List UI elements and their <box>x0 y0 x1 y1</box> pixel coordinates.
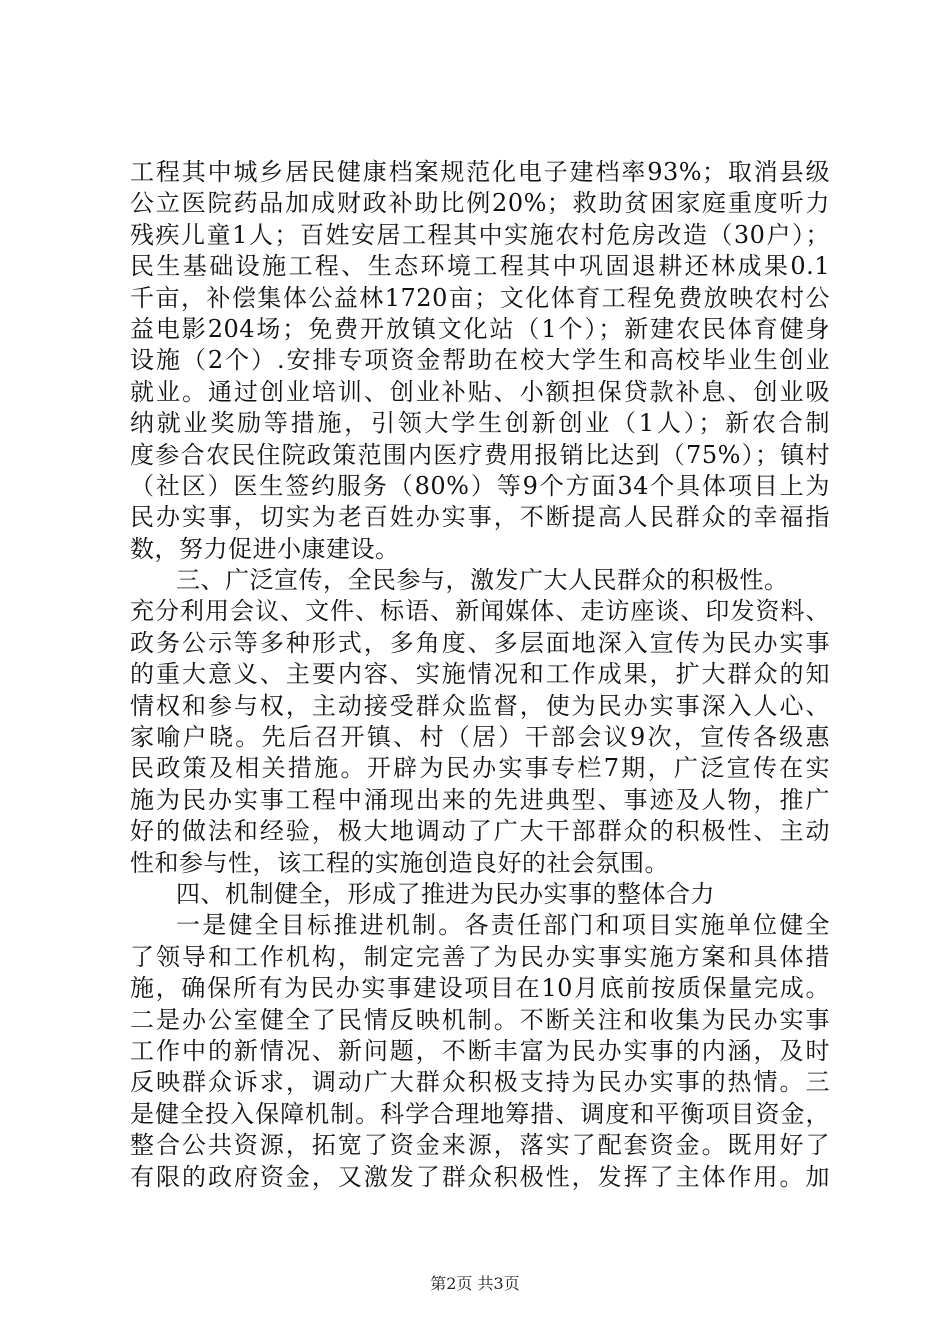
text-line: 数，努力促进小康建设。 <box>130 534 400 563</box>
text-line: 好的做法和经验，极大地调动了广大干部群众的积极性、主动 <box>130 817 830 846</box>
text-line: 就业。通过创业培训、创业补贴、小额担保贷款补息、创业吸 <box>130 377 830 406</box>
text-line: 民办实事，切实为老百姓办实事，不断提高人民群众的幸福指 <box>130 503 830 532</box>
text-line: 工程其中城乡居民健康档案规范化电子建档率93%；取消县级 <box>130 158 830 186</box>
page-number-label: 第2页 共3页 <box>430 1274 520 1293</box>
text-line: 民政策及相关措施。开辟为民办实事专栏7期，广泛宣传在实 <box>130 754 830 783</box>
text-line: 纳就业奖励等措施，引领大学生创新创业（1人）；新农合制 <box>130 409 830 438</box>
text-line: 性和参与性，该工程的实施创造良好的社会氛围。 <box>130 848 669 877</box>
text-line: 一是健全目标推进机制。各责任部门和项目实施单位健全 <box>176 911 830 940</box>
text-line: 公立医院药品加成财政补助比例20%；救助贫困家庭重度听力 <box>130 189 830 218</box>
text-line: 工作中的新情况、新问题，不断丰富为民办实事的内涵，及时 <box>130 1036 830 1065</box>
text-line: 千亩，补偿集体公益林1720亩；文化体育工程免费放映农村公 <box>130 283 830 312</box>
text-line: 施，确保所有为民办实事建设项目在10月底前按质保量完成。 <box>130 974 830 1003</box>
section-heading-4: 四、机制健全，形成了推进为民办实事的整体合力 <box>176 879 715 908</box>
document-body <box>130 157 830 1193</box>
section-heading-3: 三、广泛宣传，全民参与，激发广大人民群众的积极性。 <box>176 566 789 595</box>
page-footer <box>0 1274 950 1294</box>
text-line: （社区）医生签约服务（80%）等9个方面34个具体项目上为 <box>130 471 830 500</box>
text-line: 的重大意义、主要内容、实施情况和工作成果，扩大群众的知 <box>130 660 830 689</box>
text-line: 益电影204场；免费开放镇文化站（1个）；新建农民体育健身 <box>130 314 830 343</box>
text-line: 了领导和工作机构，制定完善了为民办实事实施方案和具体措 <box>130 942 830 971</box>
text-line: 民生基础设施工程、生态环境工程其中巩固退耕还林成果0.1 <box>130 252 830 281</box>
text-line: 家喻户晓。先后召开镇、村（居）干部会议9次，宣传各级惠 <box>130 723 830 752</box>
text-line: 反映群众诉求，调动广大群众积极支持为民办实事的热情。三 <box>130 1068 830 1097</box>
text-line: 情权和参与权，主动接受群众监督，使为民办实事深入人心、 <box>130 691 830 720</box>
text-line: 有限的政府资金，又激发了群众积极性，发挥了主体作用。加 <box>130 1162 830 1191</box>
text-line: 是健全投入保障机制。科学合理地筹措、调度和平衡项目资金， <box>130 1099 830 1128</box>
text-line: 二是办公室健全了民情反映机制。不断关注和收集为民办实事 <box>130 1005 830 1034</box>
text-line: 政务公示等多种形式，多角度、多层面地深入宣传为民办实事 <box>130 628 830 657</box>
text-line: 施为民办实事工程中涌现出来的先进典型、事迹及人物，推广 <box>130 785 830 814</box>
text-line: 整合公共资源，拓宽了资金来源，落实了配套资金。既用好了 <box>130 1131 830 1160</box>
text-line: 充分利用会议、文件、标语、新闻媒体、走访座谈、印发资料、 <box>130 597 830 626</box>
text-line: 度参合农民住院政策范围内医疗费用报销比达到（75%）；镇村 <box>130 440 830 469</box>
text-line: 设施（2个）.安排专项资金帮助在校大学生和高校毕业生创业 <box>130 346 830 375</box>
text-line: 残疾儿童1人；百姓安居工程其中实施农村危房改造（30户）； <box>130 220 830 249</box>
